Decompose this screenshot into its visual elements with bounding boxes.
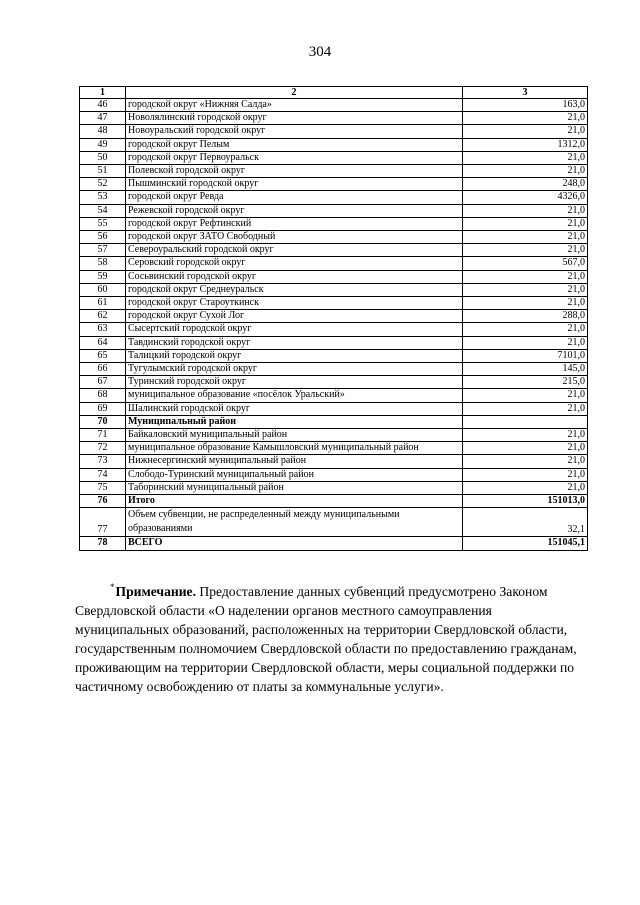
row-value: 21,0 <box>463 481 588 494</box>
table-row <box>80 283 588 296</box>
row-value: 215,0 <box>463 376 588 389</box>
row-name: городской округ Первоуральск <box>126 151 463 164</box>
row-name: городской округ Среднеуральск <box>126 283 463 296</box>
table-row <box>80 349 588 362</box>
row-name: Слободо-Туринский муниципальный район <box>126 468 463 481</box>
row-number: 69 <box>80 402 126 415</box>
table-row <box>80 376 588 389</box>
table-row <box>80 217 588 230</box>
row-name: Новоуральский городской округ <box>126 125 463 138</box>
table-row <box>80 165 588 178</box>
row-name: Туринский городской округ <box>126 376 463 389</box>
row-name: городской округ Староуткинск <box>126 297 463 310</box>
row-name: городской округ Рефтинский <box>126 217 463 230</box>
table-row <box>80 297 588 310</box>
table-row <box>80 389 588 402</box>
row-name: Полевской городской округ <box>126 165 463 178</box>
row-value <box>463 415 588 428</box>
row-number: 63 <box>80 323 126 336</box>
row-name: Пышминский городской округ <box>126 178 463 191</box>
page-number: 304 <box>308 44 332 60</box>
table-row <box>80 415 588 428</box>
row-value: 21,0 <box>463 402 588 415</box>
table-row <box>80 270 588 283</box>
row-name: Сосьвинский городской округ <box>126 270 463 283</box>
row-number: 62 <box>80 310 126 323</box>
table-row <box>80 125 588 138</box>
table-row <box>80 204 588 217</box>
table-row <box>80 112 588 125</box>
row-number: 65 <box>80 349 126 362</box>
row-value: 21,0 <box>463 283 588 296</box>
row-value: 21,0 <box>463 323 588 336</box>
row-name: Новолялинский городской округ <box>126 112 463 125</box>
row-name: Нижнесергинский муниципальный район <box>126 455 463 468</box>
row-value: 248,0 <box>463 178 588 191</box>
row-name: городской округ Пелым <box>126 138 463 151</box>
row-number: 52 <box>80 178 126 191</box>
row-value: 21,0 <box>463 297 588 310</box>
row-value: 21,0 <box>463 231 588 244</box>
column-header-name: 2 <box>126 87 463 99</box>
table-row <box>80 231 588 244</box>
row-number: 72 <box>80 442 126 455</box>
row-name: Тугулымский городской округ <box>126 363 463 376</box>
row-value: 21,0 <box>463 442 588 455</box>
table-row <box>80 468 588 481</box>
row-name: Серовский городской округ <box>126 257 463 270</box>
row-number: 78 <box>80 537 126 550</box>
row-name: городской округ Ревда <box>126 191 463 204</box>
row-name: Муниципальный район <box>126 415 463 428</box>
row-value: 7101,0 <box>463 349 588 362</box>
row-value: 145,0 <box>463 363 588 376</box>
row-value: 21,0 <box>463 217 588 230</box>
table-row <box>80 257 588 270</box>
row-value: 21,0 <box>463 468 588 481</box>
row-number: 49 <box>80 138 126 151</box>
row-number: 53 <box>80 191 126 204</box>
row-name: Объем субвенции, не распределенный между муниципальными образованиями <box>126 508 463 537</box>
row-number: 77 <box>80 508 126 537</box>
row-name: муниципальное образование «посёлок Уральский» <box>126 389 463 402</box>
row-number: 68 <box>80 389 126 402</box>
table-row <box>80 99 588 112</box>
column-header-value: 3 <box>463 87 588 99</box>
row-number: 56 <box>80 231 126 244</box>
row-number: 74 <box>80 468 126 481</box>
row-number: 51 <box>80 165 126 178</box>
row-number: 57 <box>80 244 126 257</box>
table-row <box>80 455 588 468</box>
row-number: 60 <box>80 283 126 296</box>
row-value: 21,0 <box>463 336 588 349</box>
row-number: 76 <box>80 495 126 508</box>
row-value: 21,0 <box>463 112 588 125</box>
table-row <box>80 429 588 442</box>
row-value: 21,0 <box>463 151 588 164</box>
table-row <box>80 191 588 204</box>
row-name: Итого <box>126 495 463 508</box>
table-row <box>80 138 588 151</box>
row-name: Шалинский городской округ <box>126 402 463 415</box>
row-number: 75 <box>80 481 126 494</box>
table-header-row <box>80 87 588 99</box>
table-row <box>80 178 588 191</box>
row-name: городской округ ЗАТО Свободный <box>126 231 463 244</box>
row-number: 55 <box>80 217 126 230</box>
table-row <box>80 244 588 257</box>
row-name: городской округ «Нижняя Салда» <box>126 99 463 112</box>
footnote-text: Предоставление данных субвенций предусмотрено Законом Свердловской области «О наделении органов местного самоуправления муниципальных образований, расположенных на территории Свердловской области, государственным полномочием Свердловской области по предоставлению гражданам, проживающим на территории Свердловской области, меры социальной поддержки по частичному освобождению от платы за коммунальные услуги». <box>75 584 577 694</box>
subvention-table <box>79 86 588 551</box>
row-value: 21,0 <box>463 165 588 178</box>
row-name: Байкаловский муниципальный район <box>126 429 463 442</box>
table-row <box>80 336 588 349</box>
row-value: 21,0 <box>463 455 588 468</box>
row-name: ВСЕГО <box>126 537 463 550</box>
row-value: 21,0 <box>463 389 588 402</box>
row-value: 21,0 <box>463 270 588 283</box>
column-header-number: 1 <box>80 87 126 99</box>
row-value: 288,0 <box>463 310 588 323</box>
table-row <box>80 495 588 508</box>
row-number: 67 <box>80 376 126 389</box>
row-name: Сысертский городской округ <box>126 323 463 336</box>
row-number: 59 <box>80 270 126 283</box>
table-row <box>80 310 588 323</box>
row-number: 54 <box>80 204 126 217</box>
table-row <box>80 363 588 376</box>
row-value: 1312,0 <box>463 138 588 151</box>
footnote-marker: * <box>110 582 115 592</box>
row-name: Североуральский городской округ <box>126 244 463 257</box>
row-number: 73 <box>80 455 126 468</box>
table-row <box>80 508 588 537</box>
row-number: 50 <box>80 151 126 164</box>
row-value: 163,0 <box>463 99 588 112</box>
row-name: Режевской городской округ <box>126 204 463 217</box>
table-row <box>80 537 588 550</box>
table-row <box>80 151 588 164</box>
row-name: Тавдинский городской округ <box>126 336 463 349</box>
row-number: 58 <box>80 257 126 270</box>
row-value: 21,0 <box>463 125 588 138</box>
row-number: 46 <box>80 99 126 112</box>
row-number: 66 <box>80 363 126 376</box>
footnote <box>75 578 587 696</box>
row-name: городской округ Сухой Лог <box>126 310 463 323</box>
row-value: 21,0 <box>463 429 588 442</box>
footnote-title: Примечание. <box>115 584 196 599</box>
row-number: 48 <box>80 125 126 138</box>
row-name: муниципальное образование Камышловский муниципальный район <box>126 442 463 455</box>
row-value: 567,0 <box>463 257 588 270</box>
row-name: Талицкий городской округ <box>126 349 463 362</box>
row-name: Таборинский муниципальный район <box>126 481 463 494</box>
table-row <box>80 402 588 415</box>
table-row <box>80 323 588 336</box>
table-row <box>80 481 588 494</box>
table-row <box>80 442 588 455</box>
row-number: 61 <box>80 297 126 310</box>
row-number: 70 <box>80 415 126 428</box>
row-value: 21,0 <box>463 244 588 257</box>
row-number: 64 <box>80 336 126 349</box>
row-value: 151013,0 <box>463 495 588 508</box>
table-body <box>80 99 588 551</box>
row-value: 4326,0 <box>463 191 588 204</box>
row-value: 32,1 <box>463 508 588 537</box>
row-number: 47 <box>80 112 126 125</box>
row-value: 151045,1 <box>463 537 588 550</box>
row-value: 21,0 <box>463 204 588 217</box>
row-number: 71 <box>80 429 126 442</box>
